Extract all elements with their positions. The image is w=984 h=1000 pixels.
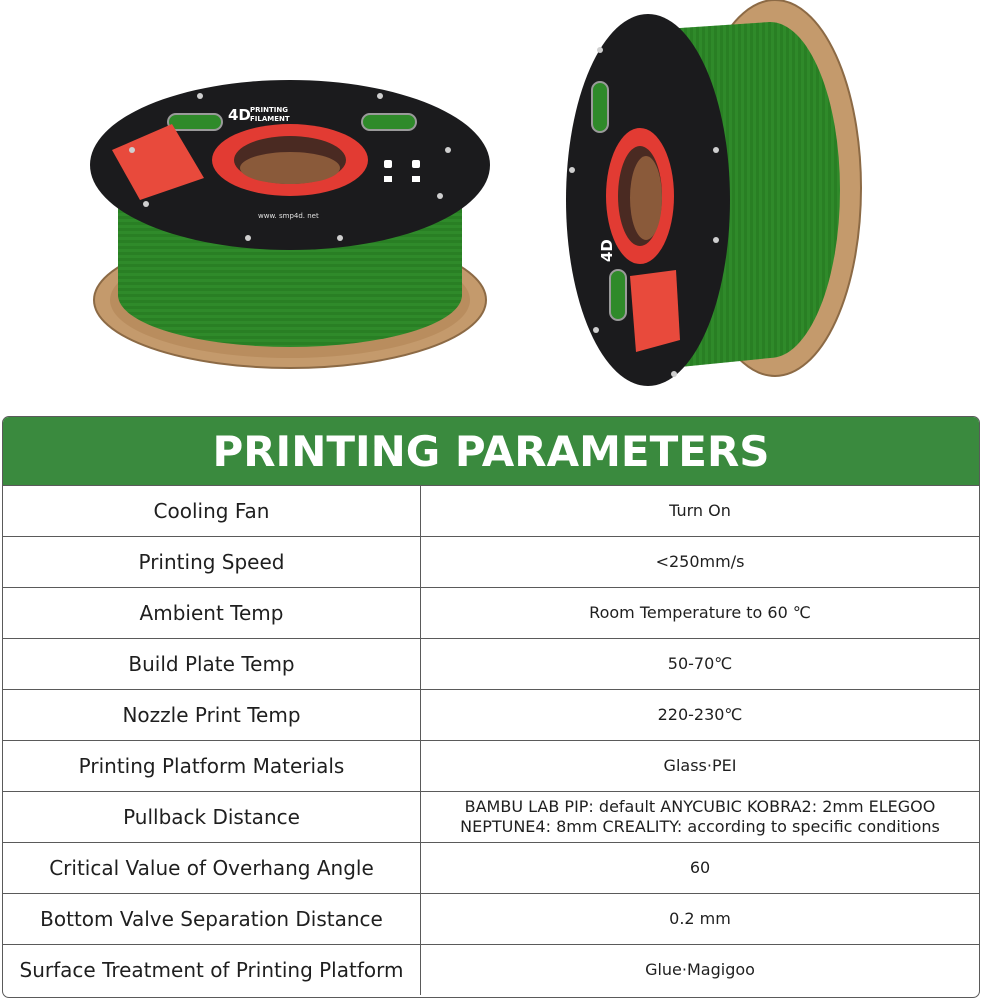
param-value: 220-230℃ bbox=[421, 690, 980, 741]
spool-standing bbox=[566, 0, 861, 386]
param-value: 60 bbox=[421, 843, 980, 894]
table-row bbox=[3, 792, 979, 843]
table-row bbox=[3, 639, 979, 690]
param-name: Nozzle Print Temp bbox=[3, 690, 421, 741]
param-name: Printing Platform Materials bbox=[3, 741, 421, 792]
param-value: Glue·Magigoo bbox=[645, 960, 755, 979]
spool-brand-line3: FILAMENT bbox=[250, 115, 290, 123]
param-name: Build Plate Temp bbox=[3, 639, 421, 690]
param-value: Turn On bbox=[421, 486, 980, 537]
param-name: Bottom Valve Separation Distance bbox=[3, 894, 421, 945]
param-value: <250mm/s bbox=[421, 537, 980, 588]
table-row bbox=[3, 486, 979, 537]
printing-parameters-panel bbox=[2, 416, 980, 998]
param-value: 0.2 mm bbox=[421, 894, 980, 945]
table-row bbox=[3, 894, 979, 945]
table-row bbox=[3, 537, 979, 588]
spool-brand-line2: PRINTING bbox=[250, 106, 288, 114]
param-value: Glass·PEI bbox=[421, 741, 980, 792]
params-table bbox=[3, 486, 979, 995]
param-value: 50-70℃ bbox=[421, 639, 980, 690]
table-row bbox=[3, 945, 979, 996]
param-name: Surface Treatment of Printing Platform bbox=[3, 945, 421, 996]
product-photo bbox=[0, 0, 984, 410]
spool-website: www. smp4d. net bbox=[258, 212, 319, 220]
spool2-brand-text: 4D bbox=[598, 239, 616, 262]
param-value: Room Temperature to 60 ℃ bbox=[421, 588, 980, 639]
spool-brand-text: 4D bbox=[228, 106, 251, 124]
spool-flat bbox=[90, 80, 490, 368]
param-name: Critical Value of Overhang Angle bbox=[3, 843, 421, 894]
param-name: Cooling Fan bbox=[3, 486, 421, 537]
param-value: BAMBU LAB PIP: default ANYCUBIC KOBRA2: 2mm ELEGOO NEPTUNE4: 8mm CREALITY: according to specific conditions bbox=[421, 792, 980, 843]
param-name: Ambient Temp bbox=[3, 588, 421, 639]
table-row bbox=[3, 690, 979, 741]
param-name: Printing Speed bbox=[3, 537, 421, 588]
params-title: PRINTING PARAMETERS bbox=[3, 417, 979, 486]
param-name: Pullback Distance bbox=[3, 792, 421, 843]
table-row bbox=[3, 741, 979, 792]
table-row bbox=[3, 843, 979, 894]
table-row bbox=[3, 588, 979, 639]
